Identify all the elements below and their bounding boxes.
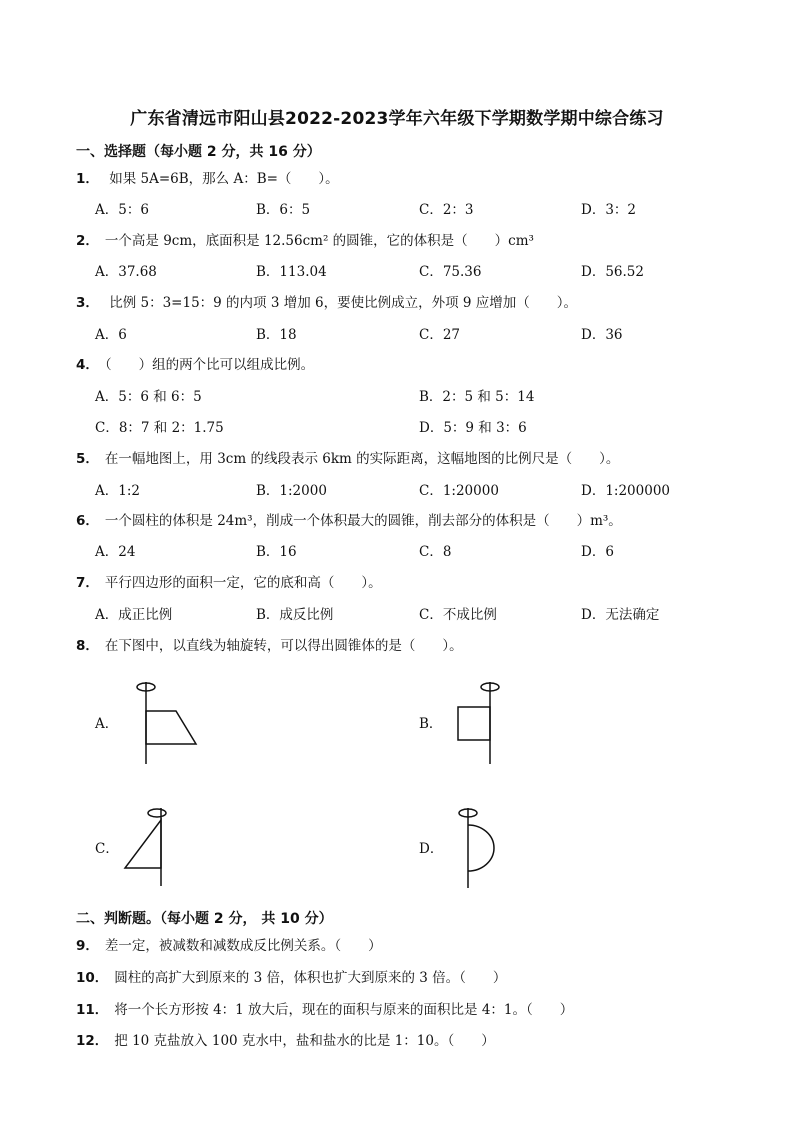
question-3	[76, 291, 577, 311]
option-d: D．1:200000	[581, 483, 670, 499]
option-b: B．成反比例	[256, 607, 334, 623]
question-number: 10．	[76, 970, 109, 986]
question-text: 一个高是 9cm，底面积是 12.56cm² 的圆锥，它的体积是（ ）cm³	[104, 233, 534, 249]
option-b: B．113.04	[256, 264, 327, 280]
question-text: 比例 5：3=15：9 的内项 3 增加 6，要使比例成立，外项 9 应增加（ ）。	[104, 295, 578, 311]
question-text: 差一定，被减数和减数成反比例关系。（ ）	[104, 938, 382, 954]
option-d: D．6	[581, 544, 614, 560]
question-number: 5．	[76, 451, 99, 467]
option-d: D．56.52	[581, 264, 644, 280]
triangle-shape	[125, 820, 161, 868]
question-12	[76, 1029, 495, 1049]
question-text: 在一幅地图上，用 3cm 的线段表示 6km 的实际距离，这幅地图的比例尺是（ ）。	[104, 451, 620, 467]
option-d: D．36	[581, 327, 623, 343]
section-heading-choice: 一、选择题（每小题 2 分，共 16 分）	[76, 144, 321, 160]
question-number: 9．	[76, 938, 99, 954]
section-heading-judgment: 二、判断题。（每小题 2 分， 共 10 分）	[76, 911, 333, 927]
question-5	[76, 447, 619, 467]
option-a: A．6	[95, 327, 127, 343]
question-number: 11．	[76, 1002, 109, 1018]
question-number: 1．	[76, 171, 99, 187]
rotation-arrow-icon	[148, 809, 166, 817]
option-a: A．1:2	[95, 483, 140, 499]
option-c: C．不成比例	[419, 607, 497, 623]
semicircle-shape	[468, 825, 494, 871]
option-b: B．16	[256, 544, 297, 560]
question-text: 在下图中，以直线为轴旋转，可以得出圆锥体的是（ ）。	[104, 638, 463, 654]
option-c: C．	[95, 841, 119, 857]
figure-a-trapezoid	[120, 672, 210, 767]
option-a: A．37.68	[95, 264, 157, 280]
figure-b-square	[450, 672, 520, 767]
question-text: 一个圆柱的体积是 24m³，削成一个体积最大的圆锥，削去部分的体积是（ ）m³。	[104, 513, 622, 529]
square-shape	[458, 707, 490, 740]
figure-d-semicircle	[450, 798, 520, 893]
option-a: A．	[95, 716, 119, 732]
option-c: C．8：7 和 2：1.75	[95, 420, 224, 436]
question-6	[76, 509, 622, 529]
option-a: A．5：6	[95, 202, 149, 218]
question-text: 圆柱的高扩大到原来的 3 倍，体积也扩大到原来的 3 倍。（ ）	[114, 970, 507, 986]
option-b: B．6：5	[256, 202, 311, 218]
question-number: 12．	[76, 1033, 109, 1049]
option-b: B．18	[256, 327, 297, 343]
option-a: A．5：6 和 6：5	[95, 389, 202, 405]
option-b: B．2：5 和 5：14	[419, 389, 535, 405]
question-10	[76, 966, 506, 986]
question-number: 8．	[76, 638, 99, 654]
option-c: C．2：3	[419, 202, 474, 218]
question-4	[76, 353, 314, 373]
page-title: 广东省清远市阳山县2022-2023学年六年级下学期数学期中综合练习	[130, 109, 664, 129]
figure-c-triangle	[115, 798, 185, 893]
option-c: C．1:20000	[419, 483, 499, 499]
option-b: B．1:2000	[256, 483, 327, 499]
question-text: 将一个长方形按 4：1 放大后，现在的面积与原来的面积比是 4：1。（ ）	[114, 1002, 574, 1018]
question-text: 把 10 克盐放入 100 克水中，盐和盐水的比是 1：10。（ ）	[114, 1033, 495, 1049]
question-1	[76, 167, 339, 187]
question-number: 3．	[76, 295, 99, 311]
question-text: 如果 5A=6B，那么 A：B=（ ）。	[104, 171, 339, 187]
trapezoid-shape	[146, 711, 196, 744]
question-7	[76, 571, 382, 591]
question-text: 平行四边形的面积一定，它的底和高（ ）。	[104, 575, 382, 591]
option-a: A．24	[95, 544, 136, 560]
question-number: 6．	[76, 513, 99, 529]
option-b: B．	[419, 716, 443, 732]
question-9	[76, 934, 382, 954]
question-number: 2．	[76, 233, 99, 249]
question-number: 4．	[76, 357, 99, 373]
option-d: D．3：2	[581, 202, 637, 218]
option-d: D．5：9 和 3：6	[419, 420, 527, 436]
option-d: D．	[419, 841, 444, 857]
option-c: C．8	[419, 544, 452, 560]
option-a: A．成正比例	[95, 607, 173, 623]
option-c: C．75.36	[419, 264, 482, 280]
question-number: 7．	[76, 575, 99, 591]
question-text: （ ）组的两个比可以组成比例。	[104, 357, 315, 373]
option-c: C．27	[419, 327, 461, 343]
option-d: D．无法确定	[581, 607, 660, 623]
question-11	[76, 998, 573, 1018]
question-8	[76, 634, 463, 654]
question-2	[76, 229, 534, 249]
